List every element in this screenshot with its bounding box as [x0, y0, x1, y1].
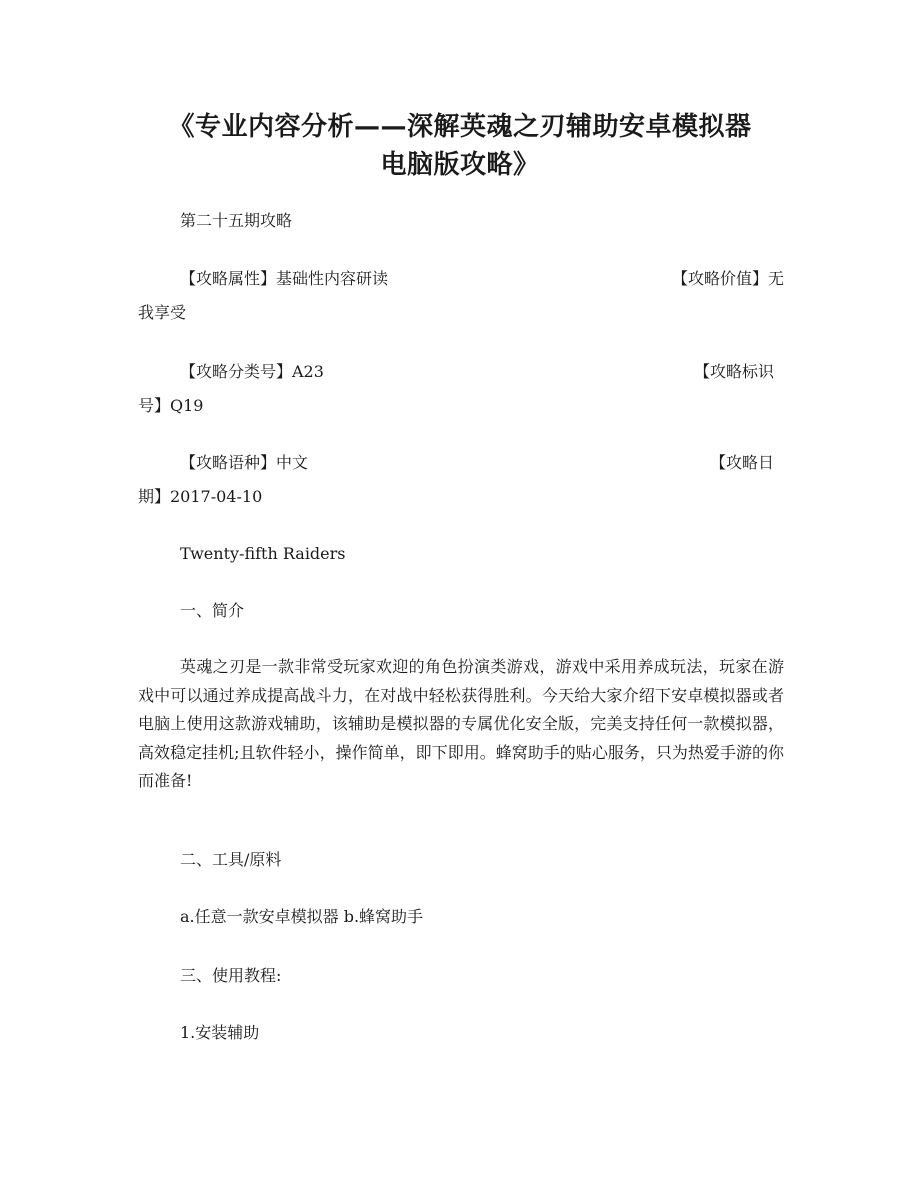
title-line-1: 《专业内容分析——深解英魂之刃辅助安卓模拟器 [168, 112, 752, 142]
meta-date: 【攻略日 [709, 453, 774, 472]
title-line-2: 电脑版攻略》 [380, 150, 540, 180]
section-heading-intro: 一、简介 [180, 601, 245, 620]
english-title: Twenty-fifth Raiders [180, 544, 346, 563]
meta-language: 【攻略语种】中文 [180, 453, 309, 472]
meta-value: 【攻略价值】无 [671, 269, 784, 288]
meta-value-continued: 我享受 [138, 303, 187, 322]
meta-identifier: 【攻略标识 [693, 362, 774, 381]
meta-attribute: 【攻略属性】基础性内容研读 [180, 269, 389, 288]
document-title [140, 108, 780, 184]
issue-label: 第二十五期攻略 [180, 211, 293, 230]
section-heading-tools: 二、工具/原料 [180, 850, 282, 869]
section-body-tools: a.任意一款安卓模拟器 b.蜂窝助手 [180, 907, 424, 926]
meta-identifier-continued: 号】Q19 [138, 396, 204, 415]
tutorial-step-1: 1.安装辅助 [180, 1023, 260, 1042]
meta-date-continued: 期】2017-04-10 [138, 487, 263, 506]
section-body-intro: 英魂之刃是一款非常受玩家欢迎的角色扮演类游戏，游戏中采用养成玩法，玩家在游戏中可以通过养成提高战斗力，在对战中轻松获得胜利。今天给大家介绍下安卓模拟器或者电脑上使用这款游戏辅助，该辅助是模拟器的专属优化安全版，完美支持任何一款模拟器，高效稳定挂机;且软件轻小，操作简单，即下即用。蜂窝助手的贴心服务，只为热爱手游的你而准备! [138, 657, 784, 790]
meta-category: 【攻略分类号】A23 [180, 362, 324, 381]
section-heading-tutorial: 三、使用教程: [180, 966, 282, 985]
